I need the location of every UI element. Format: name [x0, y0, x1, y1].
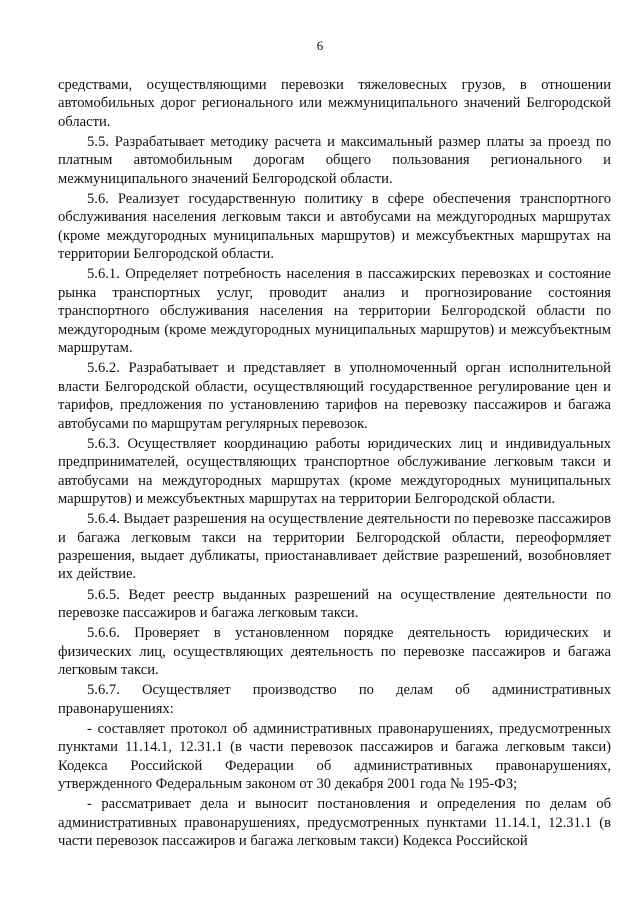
paragraph-5-6-2: 5.6.2. Разрабатывает и представляет в уполномоченный орган исполнительной власти Белгородской области, осуществляющий государственное регулирование цен и тарифов, предложения по установлению тарифов на перевозку пассажиров и багажа автобусами по маршрутам регулярных перевозок.: [58, 360, 611, 432]
list-item-consideration: - рассматривает дела и выносит постановления и определения по делам об административных правонарушениях, предусмотренных пунктами 11.14.1, 12.31.1 (в части перевозок пассажиров и багажа легковым такси) Кодекса Российской: [58, 796, 611, 850]
paragraph-5-6-7: 5.6.7. Осуществляет производство по делам об административных правонарушениях:: [58, 682, 611, 717]
paragraph-5-6-3: 5.6.3. Осуществляет координацию работы юридических лиц и индивидуальных предпринимателей, осуществляющих транспортное обслуживание легковым такси и автобусами на междугородных маршрутах (кроме междугородных муниципальных маршрутов) и межсубъектных маршрутах на территории Белгородской области.: [58, 435, 611, 507]
paragraph-5-5: 5.5. Разрабатывает методику расчета и максимальный размер платы за проезд по платным автомобильным дорогам общего пользования регионального и межмуниципального значений Белгородской области.: [58, 134, 611, 187]
paragraph-5-6: 5.6. Реализует государственную политику в сфере обеспечения транспортного обслуживания населения легковым такси и автобусами на междугородных маршрутах (кроме междугородных муниципальных маршрутов) и межсубъектных маршрутах на территории Белгородской области.: [58, 191, 611, 263]
paragraph-5-6-1: 5.6.1. Определяет потребность населения в пассажирских перевозках и состояние рынка транспортных услуг, проводит анализ и прогнозирование состояния транспортного обслуживания населения на территории Белгородской области по междугородным (кроме междугородных муниципальных маршрутов) и межсубъектным маршрутам.: [58, 266, 611, 357]
list-item-protocol: - составляет протокол об административных правонарушениях, предусмотренных пунктами 11.14.1, 12.31.1 (в части перевозок пассажиров и багажа легковым такси) Кодекса Российской Федерации об административных правонарушениях, утвержденного Федеральным законом от 30 декабря 2001 года № 195-ФЗ;: [58, 720, 611, 792]
paragraph-continuation: средствами, осуществляющими перевозки тяжеловесных грузов, в отношении автомобильных дорог регионального или межмуниципального значений Белгородской области.: [58, 77, 611, 130]
paragraph-5-6-4: 5.6.4. Выдает разрешения на осуществление деятельности по перевозке пассажиров и багажа легковым такси на территории Белгородской области, переоформляет разрешения, выдает дубликаты, приостанавливает действие разрешений, возобновляет их действие.: [58, 511, 611, 583]
paragraph-5-6-5: 5.6.5. Ведет реестр выданных разрешений на осуществление деятельности по перевозке пассажиров и багажа легковым такси.: [58, 586, 611, 621]
page-number: 6: [316, 38, 324, 53]
document-body: [58, 76, 611, 852]
paragraph-5-6-6: 5.6.6. Проверяет в установленном порядке деятельность юридических и физических лиц, осуществляющих деятельность по перевозке пассажиров и багажа легковым такси.: [58, 625, 611, 678]
